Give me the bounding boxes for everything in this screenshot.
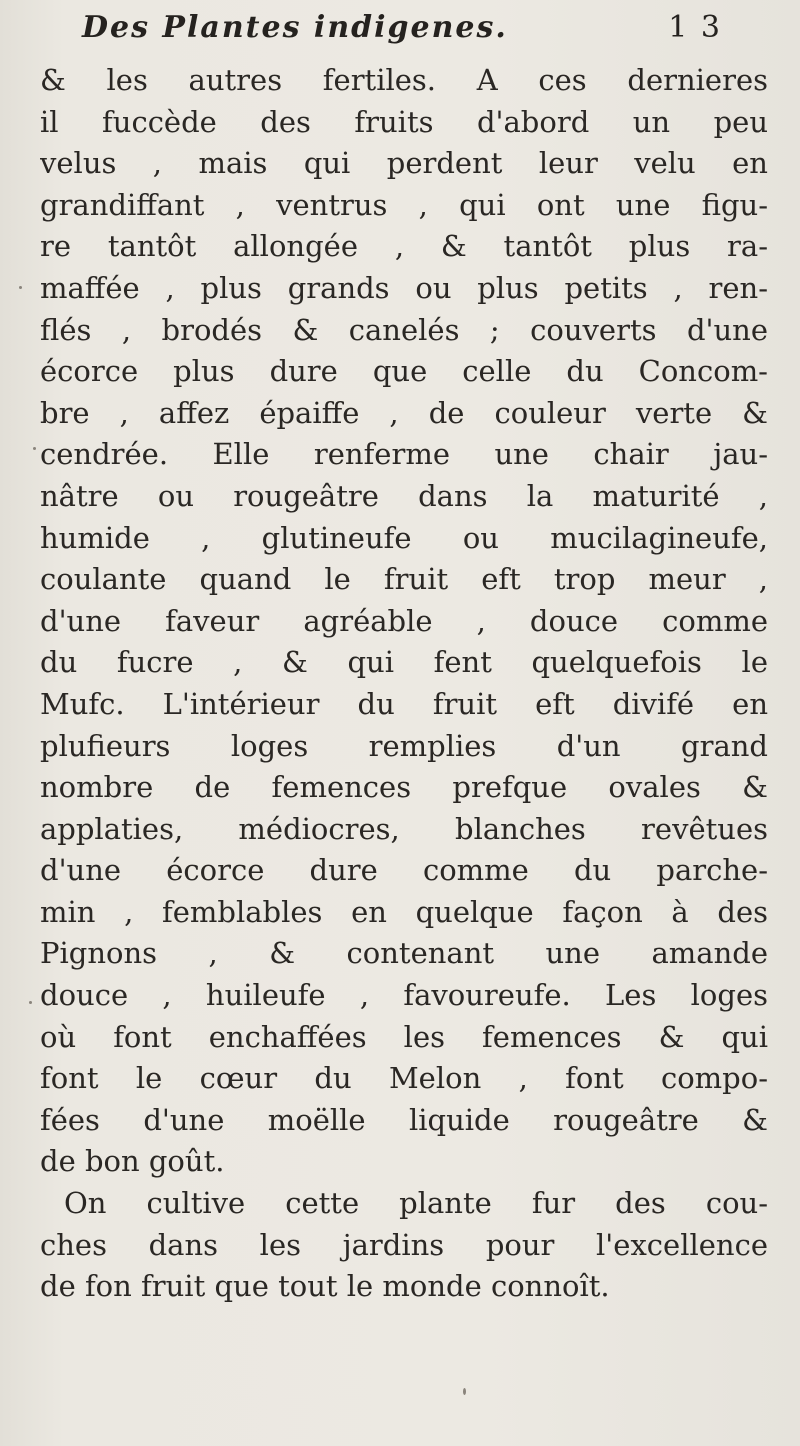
- text-line: bre , affez épaiffe , de couleur verte &: [40, 395, 768, 430]
- text-line: min , femblables en quelque façon à des: [40, 894, 768, 929]
- text-line: écorce plus dure que celle du Concom-: [40, 354, 768, 389]
- paper-speck: [29, 1001, 32, 1004]
- text-line: flés , brodés & canelés ; couverts d'une: [40, 312, 768, 347]
- text-line: grandiffant , ventrus , qui ont une figu-: [40, 187, 768, 222]
- running-title: Des Plantes indigenes.: [82, 10, 508, 45]
- text-line: de bon goût.: [40, 1144, 225, 1179]
- text-line: & les autres fertiles. A ces dernieres: [40, 63, 768, 97]
- paper-speck: [463, 1388, 466, 1395]
- page-number: 1 3: [668, 10, 722, 45]
- text-line: font le cœur du Melon , font compo-: [40, 1061, 768, 1096]
- text-line: où font enchaffées les femences & qui: [40, 1019, 768, 1054]
- running-header: [82, 10, 722, 58]
- text-line: il fuccède des fruits d'abord un peu: [40, 104, 768, 139]
- text-line: On cultive cette plante fur des cou-: [64, 1186, 768, 1221]
- text-line: coulante quand le fruit eft trop meur ,: [40, 562, 768, 597]
- text-line: applaties, médiocres, blanches revêtues: [40, 811, 768, 846]
- text-line: velus , mais qui perdent leur velu en: [40, 146, 768, 181]
- text-line: d'une écorce dure comme du parche-: [40, 853, 768, 888]
- paper-speck: [19, 286, 22, 289]
- paper-speck: [33, 447, 36, 450]
- text-line: humide , glutineufe ou mucilagineufe,: [40, 520, 768, 555]
- body-text: [40, 60, 768, 1308]
- text-line: plufieurs loges remplies d'un grand: [40, 728, 768, 763]
- text-line: nâtre ou rougeâtre dans la maturité ,: [40, 478, 768, 513]
- text-line: maffée , plus grands ou plus petits , ren-: [40, 270, 768, 305]
- text-line: re tantôt allongée , & tantôt plus ra-: [40, 229, 768, 264]
- text-line: fées d'une moëlle liquide rougeâtre &: [40, 1102, 768, 1137]
- text-line: nombre de femences prefque ovales &: [40, 770, 768, 805]
- text-line: Mufc. L'intérieur du fruit eft divifé en: [40, 686, 768, 721]
- text-line: d'une faveur agréable , douce comme: [40, 603, 768, 638]
- text-line: douce , huileufe , favoureufe. Les loges: [40, 978, 768, 1013]
- text-line: ches dans les jardins pour l'excellence: [40, 1227, 768, 1262]
- text-line: de fon fruit que tout le monde connoît.: [40, 1269, 610, 1304]
- text-line: Pignons , & contenant une amande: [40, 936, 768, 971]
- text-line: du fucre , & qui fent quelquefois le: [40, 645, 768, 680]
- text-line: cendrée. Elle renferme une chair jau-: [40, 437, 768, 472]
